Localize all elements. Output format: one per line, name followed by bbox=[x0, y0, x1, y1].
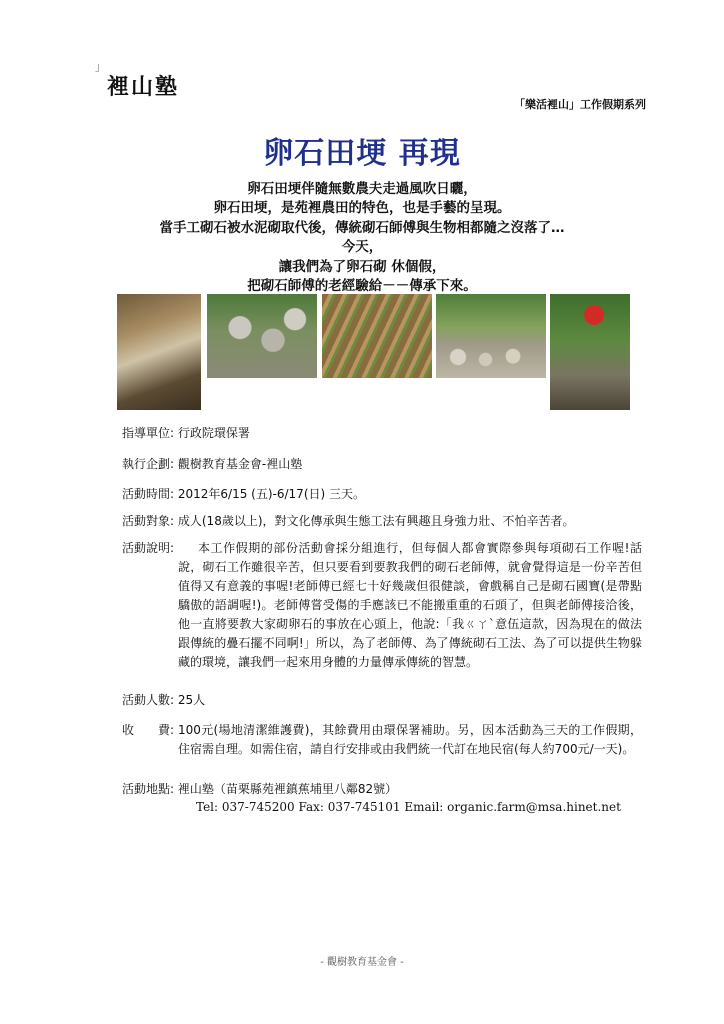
planner-value: 觀樹教育基金會-裡山塾 bbox=[177, 457, 303, 471]
intro-line: 今天， bbox=[341, 239, 383, 256]
time-label: 活動時間: bbox=[122, 487, 175, 501]
bamboo-straw-hat-photo bbox=[322, 294, 432, 378]
target-label: 活動對象: bbox=[122, 514, 175, 528]
planner-row bbox=[122, 455, 302, 474]
intro-line: 當手工砌石被水泥砌取代後，傳統砌石師傅與生物相都隨之沒落了… bbox=[159, 219, 565, 236]
stone-worker-photo bbox=[117, 294, 201, 410]
target-row bbox=[122, 512, 575, 531]
page-title: 卵石田埂 再現 bbox=[263, 136, 461, 171]
desc-row bbox=[122, 539, 174, 558]
intro-line: 卵石田埂，是苑裡農田的特色，也是手藝的呈現。 bbox=[213, 200, 511, 217]
planner-label: 執行企劃: bbox=[122, 457, 175, 471]
group-on-stones-photo bbox=[436, 294, 546, 378]
red-cap-worker-photo bbox=[550, 294, 630, 410]
intro-line: 卵石田埂伴隨無數農夫走過風吹日曬， bbox=[247, 181, 477, 197]
desc-value: 本工作假期的部份活動會採分組進行，但每個人都會實際參與每項砌石工作喔!話說，砌石工作雖很辛苦，但只要看到要教我們的砌石老師傅，就會覺得這是一份辛苦但值得又有意義的事喔!老師傅已經七十好幾歲但很健談，會戲稱自己是砌石國寶(是帶點驕傲的語調喔!)。老師傅嘗受傷的手應該已不能搬重重的石頭了，但與老師傅接洽後，他一直將要教大家砌卵石的事放在心頭上，他說:「我ㄍㄚˋ意伍這款，因為現在的做法跟傳統的疊石擺不同啊!」所以，為了老師傅、為了傳統砌石工法、為了可以提供生物躲藏的環境，讓我們一起來用身體的力量傳承傳統的智慧。 bbox=[178, 541, 642, 669]
fee-value: 100元(場地清潔維護費)，其餘費用由環保署補助。另，因本活動為三天的工作假期，住宿需自理。如需住宿，請自行安排或由我們統一代訂在地民宿(每人約700元/一天)。 bbox=[178, 723, 642, 756]
intro-line: 讓我們為了卵石砌 休個假， bbox=[278, 258, 446, 275]
footer: - 觀樹教育基金會 - bbox=[320, 957, 404, 968]
organizer-row bbox=[122, 424, 250, 443]
count-label: 活動人數: bbox=[122, 693, 175, 707]
organizer-label: 指導單位: bbox=[122, 426, 175, 440]
count-value: 25人 bbox=[177, 693, 206, 707]
desc-label: 活動說明: bbox=[122, 541, 175, 555]
contact-info: Tel: 037-745200 Fax: 037-745101 Email: organic.farm@msa.hinet.net bbox=[196, 800, 621, 814]
place-value: 裡山塾（苗栗縣苑裡鎮蕉埔里八鄰82號） bbox=[177, 782, 398, 796]
series-title: 「樂活裡山」工作假期系列 bbox=[514, 98, 646, 111]
time-row bbox=[122, 485, 365, 504]
fee-row bbox=[122, 721, 174, 740]
time-value: 2012年6/15 (五)-6/17(日) 三天。 bbox=[177, 487, 365, 501]
fee-label: 收 費: bbox=[122, 723, 175, 737]
target-value: 成人(18歲以上)，對文化傳承與生態工法有興趣且身強力壯、不怕辛苦者。 bbox=[177, 514, 575, 528]
intro-text bbox=[0, 180, 724, 296]
intro-line: 把砌石師傅的老經驗給－－傳承下來。 bbox=[247, 278, 477, 295]
organizer-value: 行政院環保署 bbox=[177, 426, 250, 440]
stone-wall-photo bbox=[207, 294, 317, 378]
corner-mark: 」 bbox=[95, 60, 106, 73]
place-row bbox=[122, 780, 397, 799]
logo: 裡山塾 bbox=[107, 75, 180, 100]
count-row bbox=[122, 691, 205, 710]
place-label: 活動地點: bbox=[122, 782, 175, 796]
